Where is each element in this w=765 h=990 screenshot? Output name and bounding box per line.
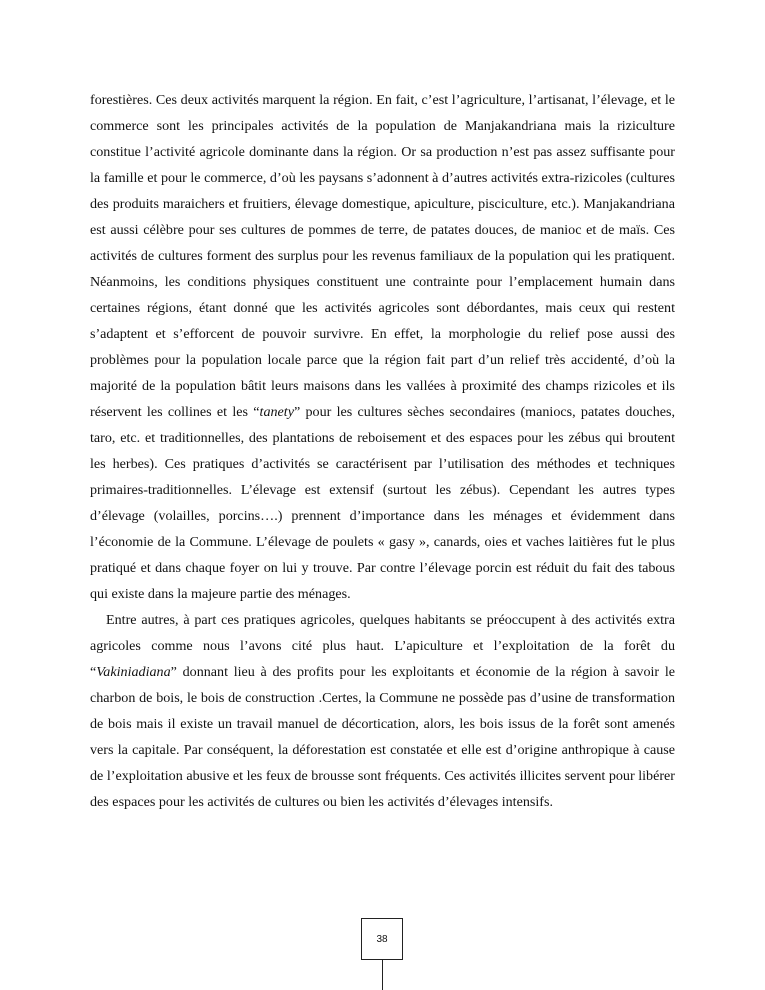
- italic-term-vakiniadiana: Vakiniadiana: [96, 664, 171, 680]
- page-number-label: 38: [376, 933, 388, 945]
- text-segment: ” pour les cultures sèches secondaires (maniocs, patates douches, taro, etc. et traditionnelles, des plantations de reboisement et des espaces pour les zébus qui broutent les herbes). Ces pratiques d’activités se caractérisent par l’utilisation des méthodes et techniques primaires-traditionnelles. L’élevage est extensif (surtout les zébus). Cependant les autres types d’élevage (volailles, porcins….) prennent d’importance dans les ménages et évidemment dans l’économie de la Commune. L’élevage de poulets « gasy », canards, oies et vaches laitières fut le plus pratiqué et dans chaque foyer on lui y trouve. Par contre l’élevage porcin est réduit du fait des tabous qui existe dans la majeure partie des ménages.: [90, 404, 675, 602]
- text-segment: Entre autres, à part ces pratiques agricoles, quelques habitants se préoccupent à des activités extra agricoles comme nous l’avons cité plus haut. L’apiculture et l’exploitation de la forêt du “: [90, 612, 675, 680]
- text-segment: ” donnant lieu à des profits pour les exploitants et économie de la région à savoir le charbon de bois, le bois de construction .Certes, la Commune ne possède pas d’usine de transformation de bois mais il existe un travail manuel de décortication, alors, les bois issus de la forêt sont amenés vers la capitale. Par conséquent, la déforestation est constatée et elle est d’origine anthropique à cause de l’exploitation abusive et les feux de brousse sont fréquents. Ces activités illicites servent pour libérer des espaces pour les activités de cultures ou bien les activités d’élevages intensifs.: [90, 664, 675, 810]
- paragraph-1: [90, 87, 675, 607]
- body-text: [90, 87, 675, 815]
- text-segment: forestières. Ces deux activités marquent la région. En fait, c’est l’agriculture, l’artisanat, l’élevage, et le commerce sont les principales activités de la population de Manjakandriana mais la riziculture constitue l’activité agricole dominante dans la région. Or sa production n’est pas assez suffisante pour la famille et pour le commerce, d’où les paysans s’adonnent à d’autres activités extra-rizicoles (cultures des produits maraichers et fruitiers, élevage domestique, apiculture, pisciculture, etc.). Manjakandriana est aussi célèbre pour ses cultures de pommes de terre, de patates douces, de manioc et de maïs. Ces activités de cultures forment des surplus pour les revenus familiaux de la population qui les pratiquent. Néanmoins, les conditions physiques constituent une contrainte pour l’emplacement humain dans certaines régions, étant donné que les activités agricoles sont débordantes, mais ceux qui restent s’adaptent et s’efforcent de pouvoir survivre. En effet, la morphologie du relief pose aussi des problèmes pour la population locale parce que la région fait part d’un relief très accidenté, d’où la majorité de la population bâtit leurs maisons dans les vallées à proximité des champs rizicoles et ils réservent les collines et les “: [90, 92, 675, 420]
- paragraph-2: [90, 607, 675, 815]
- page-number: [361, 918, 403, 960]
- italic-term-tanety: tanety: [259, 404, 294, 420]
- page-number-connector-line: [382, 960, 383, 990]
